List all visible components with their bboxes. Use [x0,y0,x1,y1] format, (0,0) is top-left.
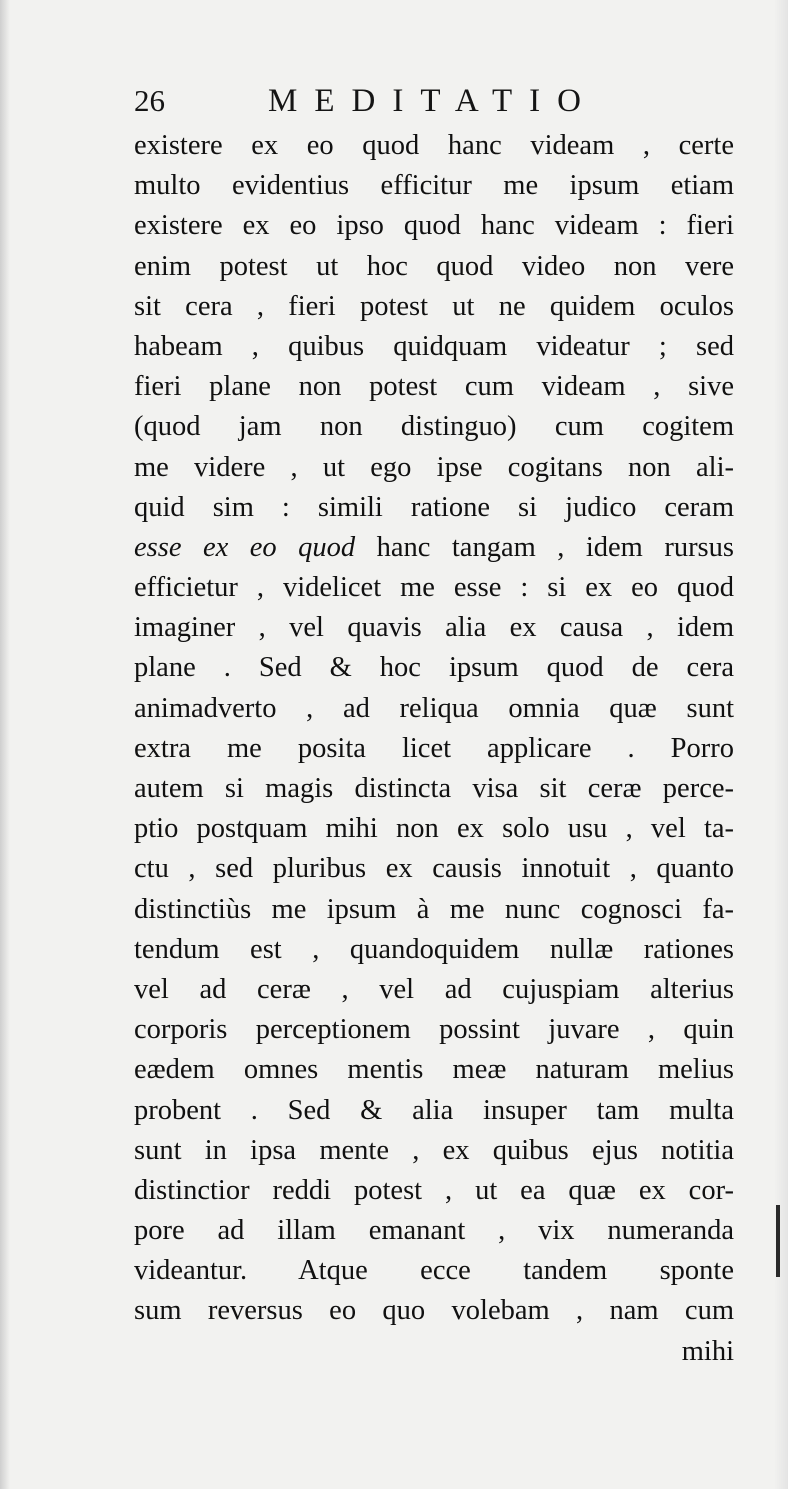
page-number: 26 [134,83,165,118]
text-line: (quod jam non distinguo) cum cogitem [134,411,734,443]
text-line: animadverto , ad reliqua omnia quæ sunt [134,692,734,724]
text-line: sit cera , fieri potest ut ne quidem oculos [134,290,734,322]
text-line: pore ad illam emanant , vix numeranda [134,1215,734,1247]
margin-mark [776,1205,780,1277]
text-line: plane . Sed & hoc ipsum quod de cera [134,652,734,684]
page-gutter-shadow [0,0,10,1489]
text-line: imaginer , vel quavis alia ex causa , idem [134,612,734,644]
text-line: extra me posita licet applicare . Porro [134,732,734,764]
text-line: vel ad ceræ , vel ad cujuspiam alterius [134,973,734,1005]
text-line-rest: hanc tangam , idem rursus [355,531,734,563]
text-line: autem si magis distincta visa sit ceræ perce- [134,773,734,804]
page-header [134,78,734,124]
text-line: existere ex eo quod hanc videam , certe [134,130,734,161]
text-line: probent . Sed & alia insuper tam multa [134,1094,734,1126]
text-line: fieri plane non potest cum videam , sive [134,371,734,403]
text-line: distinctiùs me ipsum à me nunc cognosci fa- [134,893,734,925]
text-line: ctu , sed pluribus ex causis innotuit , quanto [134,853,734,885]
text-line: existere ex eo ipso quod hanc videam : fieri [134,210,734,242]
body-text [134,126,734,1372]
text-line: distinctior reddi potest , ut ea quæ ex cor- [134,1174,734,1206]
text-line-italic-start [134,528,734,568]
catchword: mihi [681,1335,734,1367]
text-line: efficietur , videlicet me esse : si ex eo quod [134,572,734,604]
text-line: videantur. Atque ecce tandem sponte [134,1255,734,1287]
text-line: tendum est , quandoquidem nullæ rationes [134,933,734,965]
text-line: eædem omnes mentis meæ naturam melius [134,1054,734,1086]
text-line: ptio postquam mihi non ex solo usu , vel ta- [134,813,734,845]
text-line: quid sim : simili ratione si judico ceram [134,491,734,523]
text-line: corporis perceptionem possint juvare , quin [134,1014,734,1046]
text-line: multo evidentius efficitur me ipsum etiam [134,170,734,202]
text-line: sunt in ipsa mente , ex quibus ejus notitia [134,1134,734,1166]
text-line: me videre , ut ego ipse cogitans non ali- [134,451,734,483]
text-line: enim potest ut hoc quod video non vere [134,250,734,282]
running-title: MEDITATIO [268,83,598,119]
text-line: sum reversus eo quo volebam , nam cum [134,1295,734,1327]
italic-phrase: esse ex eo quod [134,531,356,563]
text-line: habeam , quibus quidquam videatur ; sed [134,330,734,362]
